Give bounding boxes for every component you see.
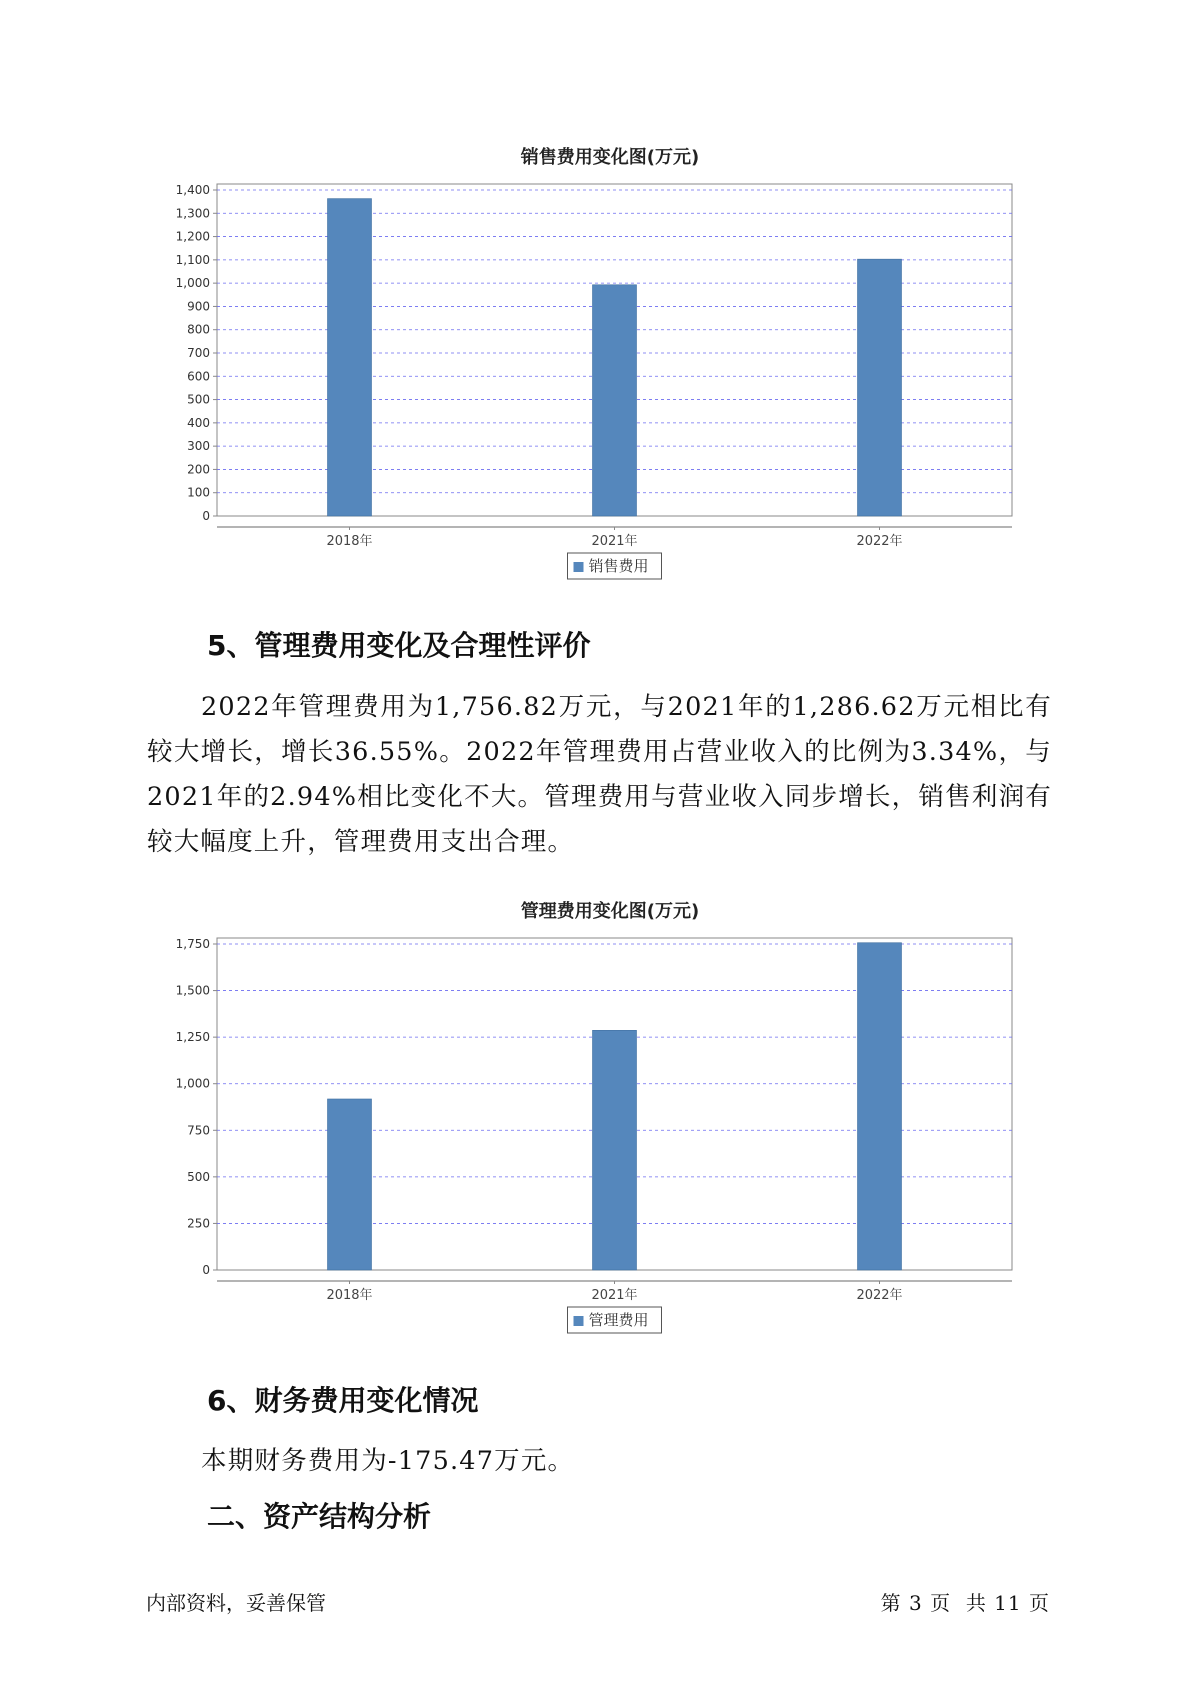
y-tick-label: 700 [187, 346, 210, 360]
bar-2018年 [328, 1099, 372, 1270]
section-6-heading: 6、财务费用变化情况 [207, 1384, 479, 1417]
legend-label: 销售费用 [588, 557, 649, 575]
y-tick-label: 250 [187, 1216, 210, 1231]
y-tick-label: 1,100 [175, 252, 210, 267]
y-tick-label: 1,750 [175, 937, 210, 951]
footer-page-number: 第 3 页 共 11 页 [880, 1591, 1050, 1615]
legend-swatch [574, 1316, 584, 1326]
section-6-paragraph: 本期财务费用为-175.47万元。 [201, 1446, 575, 1476]
y-tick-label: 100 [187, 485, 210, 500]
bar-2018年 [328, 199, 372, 516]
y-tick-label: 800 [187, 322, 210, 337]
legend-swatch [574, 562, 584, 572]
x-tick-label: 2022年 [856, 1288, 903, 1303]
footer-confidential-note: 内部资料，妥善保管 [146, 1591, 326, 1615]
x-tick-label: 2018年 [326, 534, 373, 549]
x-tick-label: 2018年 [326, 1288, 373, 1303]
legend-label: 管理费用 [588, 1311, 649, 1329]
bar-2021年 [593, 285, 637, 516]
y-tick-label: 400 [187, 415, 210, 430]
chart-title-sales: 销售费用变化图(万元) [520, 147, 700, 168]
y-tick-label: 500 [187, 392, 210, 407]
y-tick-label: 200 [187, 462, 210, 477]
bar-2022年 [858, 943, 902, 1270]
y-tick-label: 1,250 [175, 1030, 210, 1045]
y-tick-label: 1,300 [175, 206, 210, 221]
y-tick-label: 0 [202, 1263, 210, 1277]
section-5-paragraph: 2022年管理费用为1,756.82万元，与2021年的1,286.62万元相比有较大增长，增长36.55%。2022年管理费用占营业收入的比例为3.34%，与2021年的2.94%相比变化不大。管理费用与营业收入同步增长，销售利润有较大幅度上升，管理费用支出合理。 [147, 692, 1052, 857]
bar-2022年 [858, 259, 902, 516]
y-tick-label: 1,400 [175, 183, 210, 197]
y-tick-label: 900 [187, 299, 210, 314]
chart-title-management: 管理费用变化图(万元) [520, 901, 700, 922]
x-tick-label: 2022年 [856, 534, 903, 549]
management-expense-chart [0, 924, 1191, 1364]
bar-2021年 [593, 1030, 637, 1270]
asset-structure-heading: 二、资产结构分析 [207, 1500, 432, 1533]
y-tick-label: 500 [187, 1169, 210, 1184]
x-tick-label: 2021年 [591, 534, 638, 549]
sales-expense-chart [0, 170, 1191, 610]
y-tick-label: 1,200 [175, 229, 210, 244]
y-tick-label: 600 [187, 369, 210, 384]
y-tick-label: 300 [187, 439, 210, 454]
y-tick-label: 1,000 [175, 276, 210, 291]
x-tick-label: 2021年 [591, 1288, 638, 1303]
section-5-heading: 5、管理费用变化及合理性评价 [207, 629, 591, 662]
y-tick-label: 0 [202, 509, 210, 523]
y-tick-label: 1,500 [175, 983, 210, 998]
y-tick-label: 1,000 [175, 1076, 210, 1091]
y-tick-label: 750 [187, 1123, 210, 1138]
